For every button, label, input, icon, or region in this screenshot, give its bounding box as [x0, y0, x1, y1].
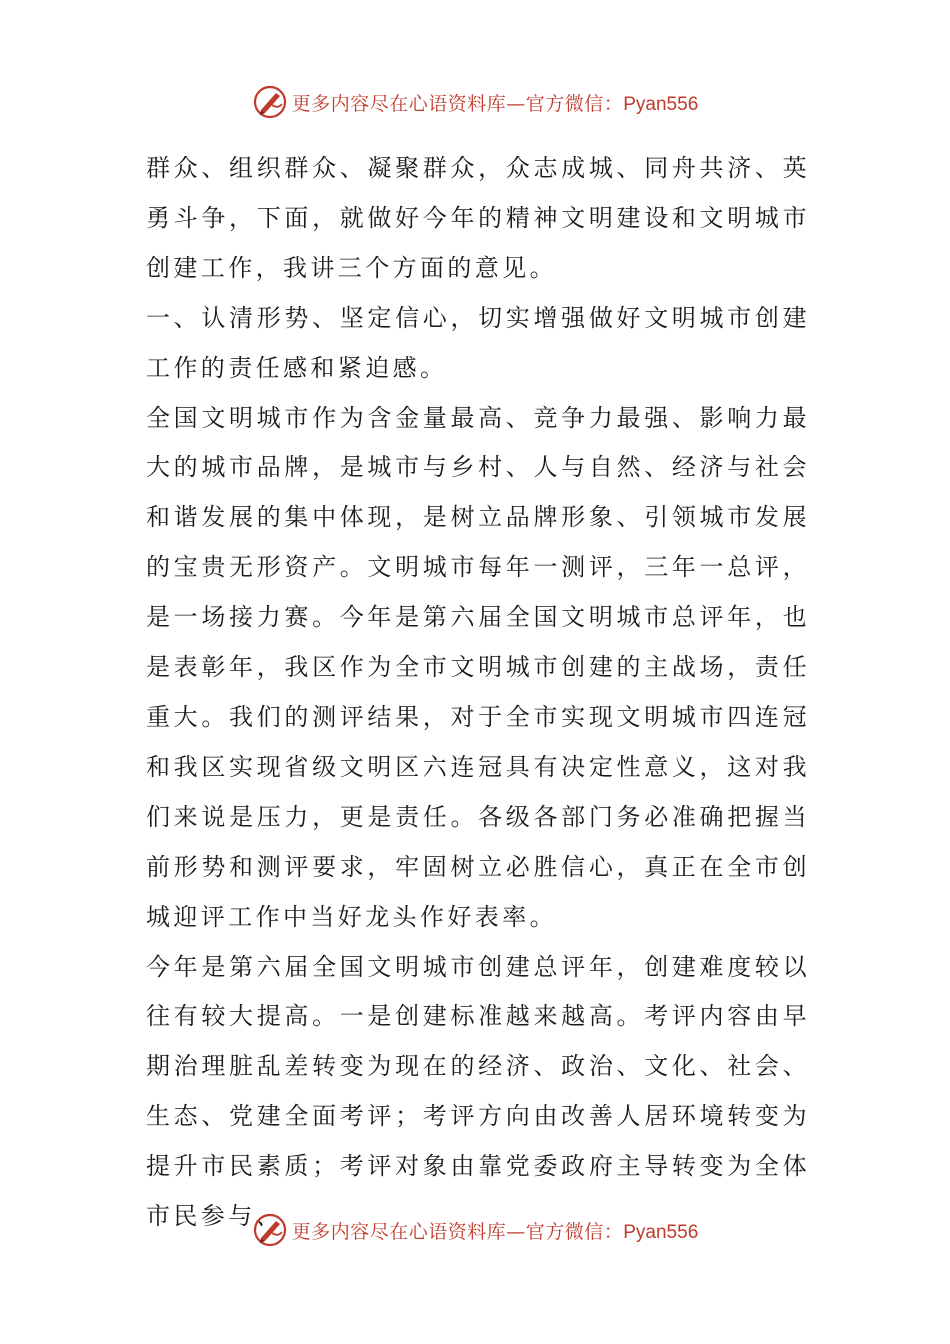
- pen-logo-icon: [252, 1212, 288, 1248]
- paragraph: 全国文明城市作为含金量最高、竞争力最强、影响力最大的城市品牌，是城市与乡村、人与自然、经济与社会和谐发展的集中体现，是树立品牌形象、引领城市发展的宝贵无形资产。文明城市每年一测评，三年一总评，是一场接力赛。今年是第六届全国文明城市总评年，也是表彰年，我区作为全市文明城市创建的主战场，责任重大。我们的测评结果，对于全市实现文明城市四连冠和我区实现省级文明区六连冠具有决定性意义，这对我们来说是压力，更是责任。各级各部门务必准确把握当前形势和测评要求，牢固树立必胜信心，真正在全市创城迎评工作中当好龙头作好表率。: [146, 403, 810, 931]
- section-heading: 一、认清形势、坚定信心，切实增强做好文明城市创建工作的责任感和紧迫感。: [146, 303, 810, 382]
- watermark-footer: [0, 1210, 950, 1250]
- pen-logo-icon: [252, 84, 288, 120]
- paragraph: 今年是第六届全国文明城市创建总评年，创建难度较以往有较大提高。一是创建标准越来越高。考评内容由早期治理脏乱差转变为现在的经济、政治、文化、社会、生态、党建全面考评；考评方向由改善人居环境转变为提升市民素质；考评对象由靠党委政府主导转变为全体市民参与、: [146, 952, 810, 1231]
- watermark-text: 更多内容尽在心语资料库—官方微信：: [291, 1220, 624, 1243]
- watermark-handle: Pyan556: [623, 1221, 699, 1243]
- paragraph: 群众、组织群众、凝聚群众，众志成城、同舟共济、英勇斗争，下面，就做好今年的精神文明建设和文明城市创建工作，我讲三个方面的意见。: [146, 154, 810, 282]
- watermark-text: 更多内容尽在心语资料库—官方微信：: [291, 92, 624, 115]
- watermark-handle: Pyan556: [623, 93, 699, 115]
- document-body: [146, 144, 810, 1242]
- watermark-header: [0, 82, 950, 122]
